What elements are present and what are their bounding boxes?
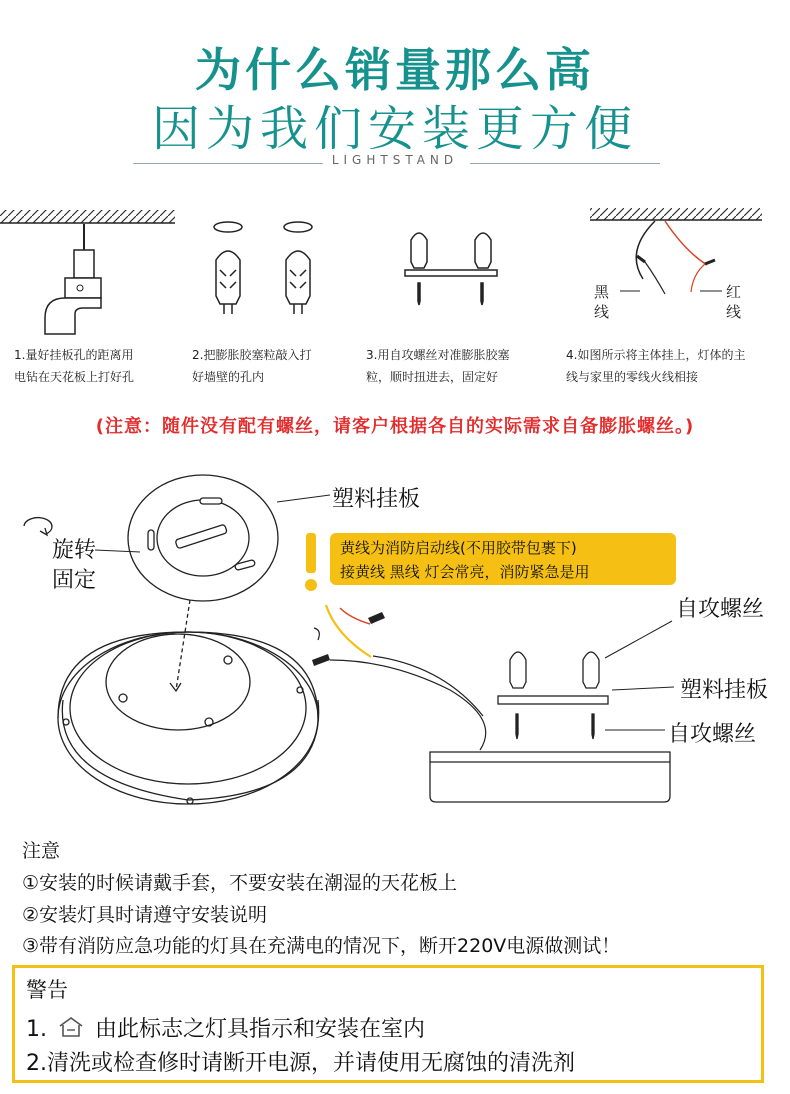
step-2-caption: 2.把膨胀胶塞粒敲入打 好墙壁的孔内 [192,348,312,384]
fire-wire-note-line2: 接黄线 黑线 灯会常亮，消防紧急是用 [340,563,590,581]
brand-rule-label: LIGHTSTAND [331,153,459,167]
step-1-caption: 1.量好挂板孔的距离用 电钻在天花板上打好孔 [14,348,135,384]
assembly-side-view [430,621,674,802]
page-subtitle: 因为我们安装更方便 [151,101,638,157]
fire-wire-note-line1: 黄线为消防启动线(不用胶带包裹下) [340,539,577,557]
warning-line-1: 1. 由此标志之灯具指示和安装在室内 [26,1017,426,1042]
indoor-house-icon [58,1016,84,1038]
step-4-caption: 4.如图所示将主体挂上，灯体的主 线与家里的零线火线相接 [566,348,746,384]
warning-title: 警告 [26,978,68,1002]
screw-plate-icon [405,233,497,305]
notes-title: 注意 [22,840,61,862]
warning-line-2: 2.清洗或检查修时请断开电源，并请使用无腐蚀的清洗剂 [26,1051,575,1076]
rotate-fix-label: 旋转 固定 [52,538,97,593]
screw-notice: (注意：随件没有配有螺丝，请客户根据各自的实际需求自备膨胀螺丝。) [95,416,695,437]
mounting-plate-illustration [128,475,330,601]
red-wire-label: 红 线 [726,283,742,321]
note-item-3: ③带有消防应急功能的灯具在充满电的情况下，断开220V电源做测试！ [22,935,621,957]
lamp-body-illustration [58,600,319,804]
page-title: 为什么销量那么高 [195,43,595,97]
drill-icon [0,210,175,334]
black-wire-label: 黑 线 [594,283,610,321]
step-3-caption: 3.用自攻螺丝对准膨胀胶塞 粒，顺时扭进去，固定好 [366,348,510,384]
screw-label-top: 自攻螺丝 [676,597,765,622]
note-item-2: ②安装灯具时请遵守安装说明 [22,904,268,926]
wall-anchor-icon [214,222,312,314]
plastic-plate-label-right: 塑料挂板 [680,678,769,703]
screw-label-bottom: 自攻螺丝 [668,722,757,747]
plastic-plate-label: 塑料挂板 [332,487,421,512]
note-item-1: ①安装的时候请戴手套，不要安装在潮湿的天花板上 [22,872,458,894]
